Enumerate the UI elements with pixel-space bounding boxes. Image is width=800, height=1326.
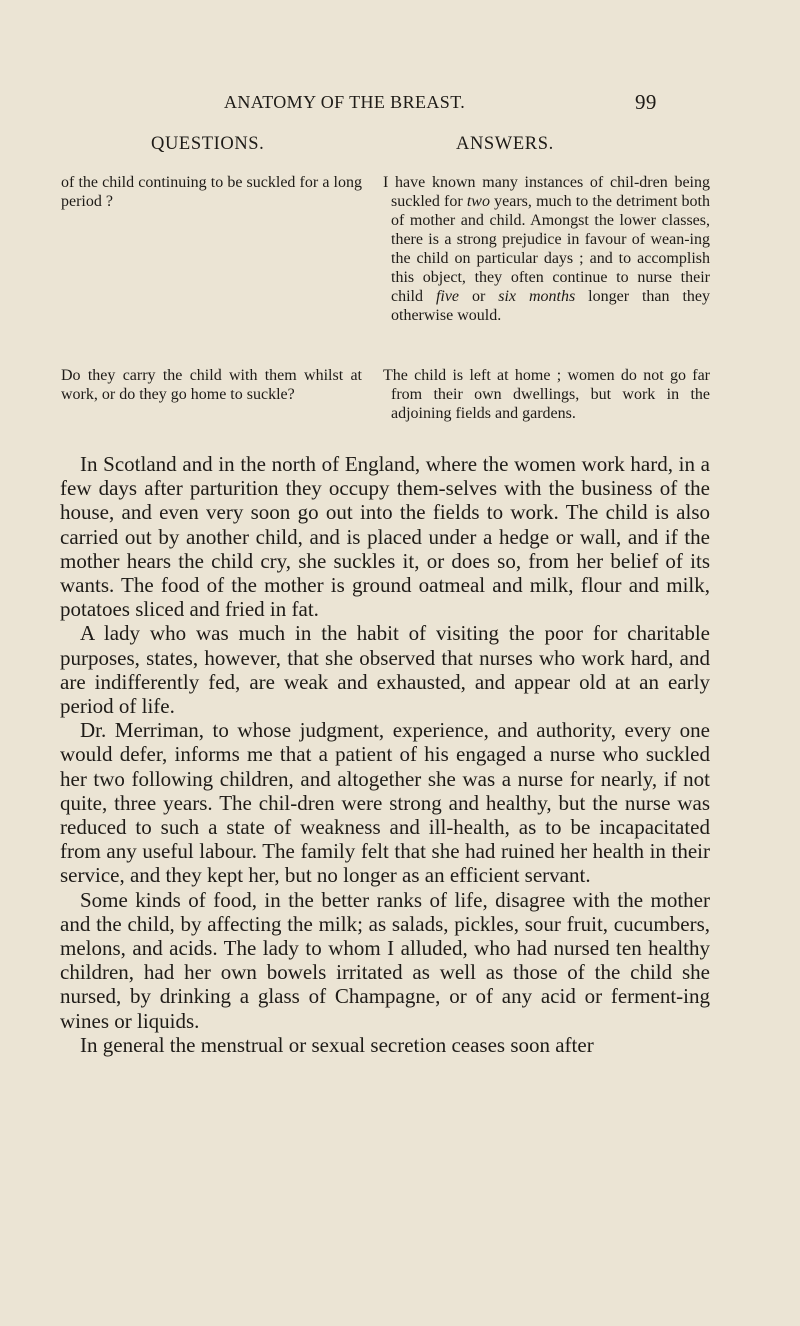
- answer-text: The child is left at home ; women do not go far from their own dwellings, but work in the adjoining fields and gardens.: [383, 367, 710, 422]
- page-header: [0, 92, 800, 122]
- answer-text: I have known many instances of chil-dren being suckled for two years, much to the detriment both of mother and child. Amongst the lower classes, there is a strong prejudice in favour of wean-ing the child on particular days ; and to accomplish this object, they often continue to nurse their child five or six months longer than they otherwise would.: [383, 174, 711, 324]
- question-text: Do they carry the child with them whilst at work, or do they go home to suckle?: [61, 367, 362, 403]
- answers-heading: ANSWERS.: [456, 134, 554, 154]
- paragraph: Some kinds of food, in the better ranks of life, disagree with the mother and the child, by affecting the milk; as salads, pickles, sour fruit, cucumbers, melons, and acids. The lady to whom I alluded, who had nursed ten healthy children, had her own bowels irritated as well as those of the child she nursed, by drinking a glass of Champagne, or of any acid or ferment-ing wines or liquids.: [60, 887, 710, 1033]
- paragraph: In Scotland and in the north of England, where the women work hard, in a few days after parturition they occupy them-selves with the business of the house, and even very soon go out into the fields to work. The child is also carried out by another child, and is placed under a hedge or wall, and if the mother hears the child cry, she suckles it, or does so, from her belief of its wants. The food of the mother is ground oatmeal and milk, flour and milk, potatoes sliced and fried in fat.: [60, 452, 710, 622]
- body-text: [60, 452, 710, 1057]
- question-text: of the child continuing to be suckled for a long period ?: [61, 174, 362, 210]
- paragraph: A lady who was much in the habit of visiting the poor for charitable purposes, states, however, that she observed that nurses who work hard, and are indifferently fed, are weak and exhausted, and appear old at an early period of life.: [60, 621, 710, 719]
- page-number: 99: [635, 90, 657, 114]
- running-title: ANATOMY OF THE BREAST.: [224, 92, 466, 112]
- paragraph: In general the menstrual or sexual secretion ceases soon after: [80, 1032, 594, 1057]
- questions-heading: QUESTIONS.: [151, 134, 265, 154]
- paragraph: Dr. Merriman, to whose judgment, experience, and authority, every one would defer, informs me that a patient of his engaged a nurse who suckled her two following children, and altogether she was a nurse for nearly, if not quite, three years. The chil-dren were strong and healthy, but the nurse was reduced to such a state of weakness and ill-health, as to be incapacitated from any useful labour. The family felt that she had ruined her health in their service, and they kept her, but no longer as an efficient servant.: [60, 718, 710, 888]
